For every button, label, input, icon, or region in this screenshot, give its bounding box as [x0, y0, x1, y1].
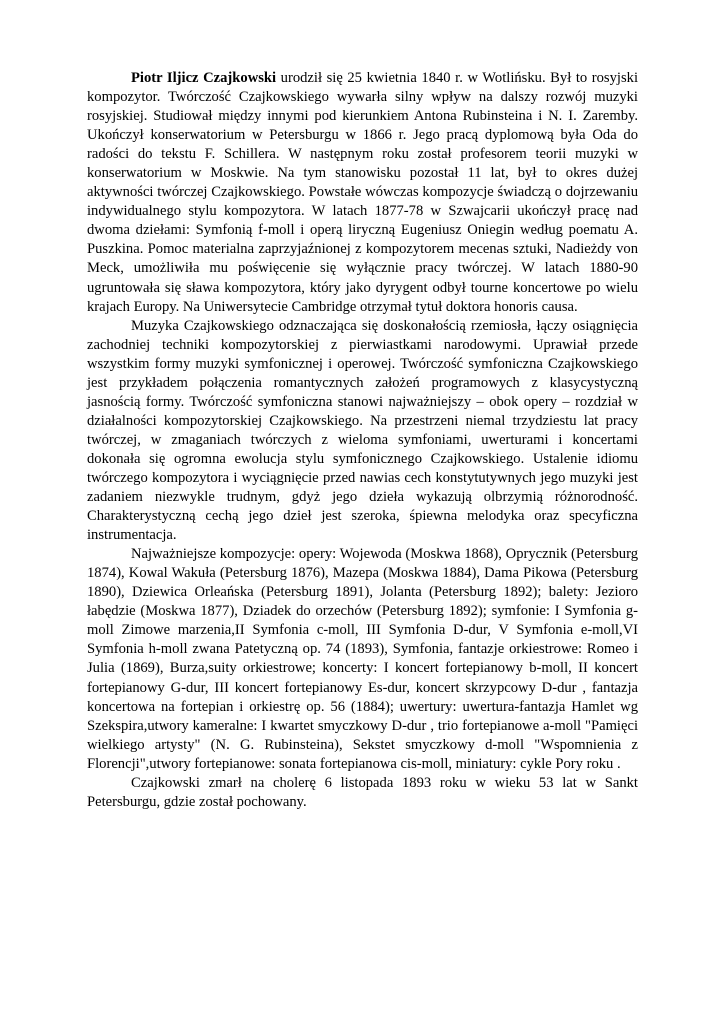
- paragraph-death: Czajkowski zmarł na cholerę 6 listopada 1893 roku w wieku 53 lat w Sankt Petersburgu, gdzie został pochowany.: [87, 774, 638, 810]
- document-page: [87, 69, 638, 812]
- paragraph-biography: [87, 69, 638, 317]
- paragraph-music-style: Muzyka Czajkowskiego odznaczająca się doskonałością rzemiosła, łączy osiągnięcia zachodniej techniki kompozytorskiej z pierwiastkami narodowymi. Uprawiał przede wszystkim formy muzyki symfonicznej i operowej. Twórczość symfoniczna Czajkowskiego jest przykładem połączenia romantycznych założeń programowych z klasycystyczną jasnością formy. Twórczość symfoniczna stanowi najważniejszy – obok opery – rozdział w działalności kompozytorskiej Czajkowskiego. Na przestrzeni niemal trzydziestu lat pracy twórczej, w zmaganiach twórczych z wieloma symfoniami, uwerturami i koncertami dokonała się ogromna ewolucja stylu symfonicznego Czajkowskiego. Ustalenie idiomu twórczego kompozytora i wyciągnięcie przed nawias cech konstytutywnych jego muzyki jest zadaniem niezwykle trudnym, gdyż jego dzieła wykazują olbrzymią różnorodność. Charakterystyczną cechą jego dzieł jest szeroka, śpiewna melodyka oraz specyficzna instrumentacja.: [87, 317, 638, 544]
- paragraph-compositions: Najważniejsze kompozycje: opery: Wojewoda (Moskwa 1868), Oprycznik (Petersburg 1874), Kowal Wakuła (Petersburg 1876), Mazepa (Moskwa 1884), Dama Pikowa (Petersburg 1890), Dziewica Orleańska (Petersburg 1891), Jolanta (Petersburg 1892); balety: Jezioro łabędzie (Moskwa 1877), Dziadek do orzechów (Petersburg 1892); symfonie: I Symfonia g-moll Zimowe marzenia,II Symfonia c-moll, III Symfonia D-dur, V Symfonia e-moll,VI Symfonia h-moll zwana Patetyczną op. 74 (1893), Symfonia, fantazje orkiestrowe: Romeo i Julia (1869), Burza,suity orkiestrowe; koncerty: I koncert fortepianowy b-moll, II koncert fortepianowy G-dur, III koncert fortepianowy Es-dur, koncert skrzypcowy D-dur , fantazja koncertowa na fortepian i orkiestrę op. 56 (1884); uwertury: uwertura-fantazja Hamlet wg Szekspira,utwory kameralne: I kwartet smyczkowy D-dur , trio fortepianowe a-moll "Pamięci wielkiego artysty" (N. G. Rubinsteina), Sekstet smyczkowy d-moll "Wspomnienia z Florencji",utwory fortepianowe: sonata fortepianowa cis-moll, miniatury: cykle Pory roku .: [87, 546, 638, 772]
- paragraph-biography-text: urodził się 25 kwietnia 1840 r. w Wotlińsku. Był to rosyjski kompozytor. Twórczość Czajkowskiego wywarła silny wpływ na dalszy rozwój muzyki rosyjskiej. Studiował między innymi pod kierunkiem Antona Rubinsteina i N. I. Zaremby. Ukończył konserwatorium w Petersburgu w 1866 r. Jego pracą dyplomową była Oda do radości do tekstu F. Schillera. W następnym roku został profesorem teorii muzyki w konserwatorium w Moskwie. Na tym stanowisku pozostał 11 lat, był to okres dużej aktywności twórczej Czajkowskiego. Powstałe wówczas kompozycje świadczą o dojrzewaniu indywidualnego stylu kompozytora. W latach 1877-78 w Szwajcarii ukończył pracę nad dwoma dziełami: Symfonią f-moll i operą liryczną Eugeniusz Oniegin według poematu A. Puszkina. Pomoc materialna zaprzyjaźnionej z kompozytorem mecenas sztuki, Nadieżdy von Meck, umożliwiła mu poświęcenie się wyłącznie pracy twórczej. W latach 1880-90 ugruntowała się sława kompozytora, który jako dyrygent odbył tourne koncertowe po wielu krajach Europy. Na Uniwersytecie Cambridge otrzymał tytuł doktora honoris causa.: [87, 70, 638, 315]
- composer-name: Piotr Iljicz Czajkowski: [131, 70, 277, 86]
